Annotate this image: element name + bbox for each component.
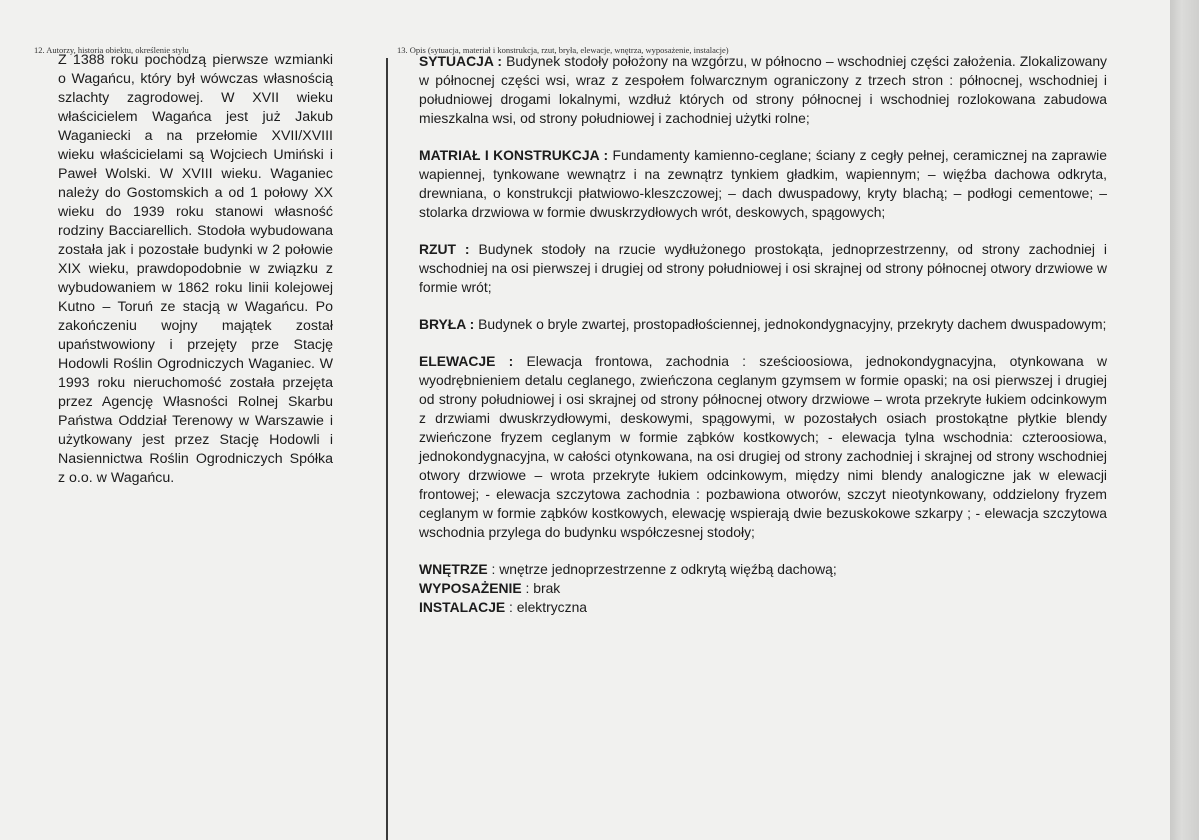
wnetrze-label: WNĘTRZE bbox=[419, 561, 488, 577]
description-column bbox=[419, 52, 1107, 617]
right-column-header: 13. Opis (sytuacja, materiał i konstrukcja, rzut, bryła, elewacje, wnętrza, wyposażenie, instalacje) bbox=[397, 45, 729, 55]
wyposazenie-text: : brak bbox=[525, 580, 561, 596]
material-label: MATRIAŁ I KONSTRUKCJA : bbox=[419, 147, 609, 163]
bryla-label: BRYŁA : bbox=[419, 316, 475, 332]
sytuacja-text: Budynek stodoły położony na wzgórzu, w północno – wschodniej części założenia. Zlokalizowany w północnej części wsi, wraz z zespołem folwarcznym ograniczony z trzech stron : północnej, wschodniej i południowej drogami lokalnymi, wzdłuż których od strony północnej i wschodniej rozlokowana zabudowa mieszkalna wsi, od strony południowej i zachodniej użytki rolne; bbox=[419, 53, 1107, 126]
section-elewacje bbox=[419, 352, 1107, 542]
wyposazenie-label: WYPOSAŻENIE bbox=[419, 580, 522, 596]
history-text: Z 1388 roku pochodzą pierwsze wzmianki o Wagańcu, który był wówczas własnością szlachty zagrodowej. W XVII wieku właścicielem Wagańca jest już Jakub Waganiecki a na przełomie XVII/XVIII wieku właścicielami są Wojciech Umiński i Paweł Wolski. W XVIII wieku. Waganiec należy do Gostomskich a od 1 połowy XX wieku do 1939 roku stanowi własność rodziny Bacciarellich. Stodoła wybudowana została jak i pozostałe budynki w 2 połowie XIX wieku, prawdopodobnie w związku z wybudowaniem w 1862 roku linii kolejowej Kutno – Toruń ze stacją w Wagańcu. Po zakończeniu wojny majątek został upaństwowiony i przejęty prze Stację Hodowli Roślin Ogrodniczych Waganiec. W 1993 roku nieruchomość została przejęta przez Agencję Własności Rolnej Skarbu Państwa Oddział Terenowy w Warszawie i użytkowany jest przez Stację Hodowli i Nasiennictwa Roślin Ogrodniczych Spółka z o.o. w Wagańcu. bbox=[58, 52, 333, 486]
section-sytuacja bbox=[419, 52, 1107, 128]
elewacje-label: ELEWACJE : bbox=[419, 353, 514, 369]
rzut-label: RZUT : bbox=[419, 241, 470, 257]
section-material bbox=[419, 146, 1107, 222]
instalacje-text: : elektryczna bbox=[509, 599, 588, 615]
section-rzut bbox=[419, 240, 1107, 297]
page-edge bbox=[1170, 0, 1199, 840]
rzut-text: Budynek stodoły na rzucie wydłużonego prostokąta, jednoprzestrzenny, od strony zachodniej i wschodniej na osi pierwszej i drugiej od strony południowej i osi skrajnej od strony północnej otwory drzwiowe w formie wrót; bbox=[419, 241, 1107, 295]
wnetrze-text: : wnętrze jednoprzestrzenne z odkrytą więźbą dachową; bbox=[491, 561, 837, 577]
left-column-header: 12. Autorzy, historia obiektu, określenie stylu bbox=[34, 45, 189, 55]
wyposazenie-line bbox=[419, 579, 1107, 598]
wnetrze-line bbox=[419, 560, 1107, 579]
section-interior bbox=[419, 560, 1107, 617]
instalacje-line bbox=[419, 598, 1107, 617]
material-text: Fundamenty kamienno-ceglane; ściany z cegły pełnej, ceramicznej na zaprawie wapiennej, tynkowane wewnątrz i na zewnątrz tynkiem gładkim, wapiennym; – więźba dachowa odkryta, drewniana, o konstrukcji płatwiowo-kleszczowej; – dach dwuspadowy, kryty blachą; – podłogi cementowe; – stolarka drzwiowa w formie dwuskrzydłowych wrót, deskowych, spągowych; bbox=[419, 147, 1107, 220]
section-bryla bbox=[419, 315, 1107, 334]
sytuacja-label: SYTUACJA : bbox=[419, 53, 503, 69]
instalacje-label: INSTALACJE bbox=[419, 599, 506, 615]
elewacje-text: Elewacja frontowa, zachodnia : sześcioosiowa, jednokondygnacyjna, otynkowana w wyodrębnieniem detalu ceglanego, zwieńczona ceglanym gzymsem w formie opaski; na osi pierwszej i drugiej od strony południowej i osi skrajnej od strony północnej otwory drzwiowe – wrota przekryte łukiem odcinkowym z drzwiami dwuskrzydłowymi, deskowymi, spągowymi, w pozostałych osiach prostokątne płytkie blendy zwieńczone fryzem ceglanym w formie ząbków kostkowych; - elewacja tylna wschodnia: czteroosiowa, jednokondygnacyjna, w całości otynkowana, na osi drugiej od strony zachodniej i skrajnej od strony wschodniej otwory drzwiowe – wrota przekryte łukiem odcinkowym, między nimi blendy analogiczne jak w elewacji frontowej; - elewacja szczytowa zachodnia : pozbawiona otworów, szczyt nieotynkowany, oddzielony fryzem ceglanym w formie ząbków kostkowych, elewację wspierają dwie bezuskokowe szkarpy ; - elewacja szczytowa wschodnia przylega do budynku współczesnej stodoły; bbox=[419, 353, 1108, 540]
column-divider bbox=[386, 58, 388, 840]
bryla-text: Budynek o bryle zwartej, prostopadłościennej, jednokondygnacyjny, przekryty dachem dwuspadowym; bbox=[478, 316, 1107, 332]
